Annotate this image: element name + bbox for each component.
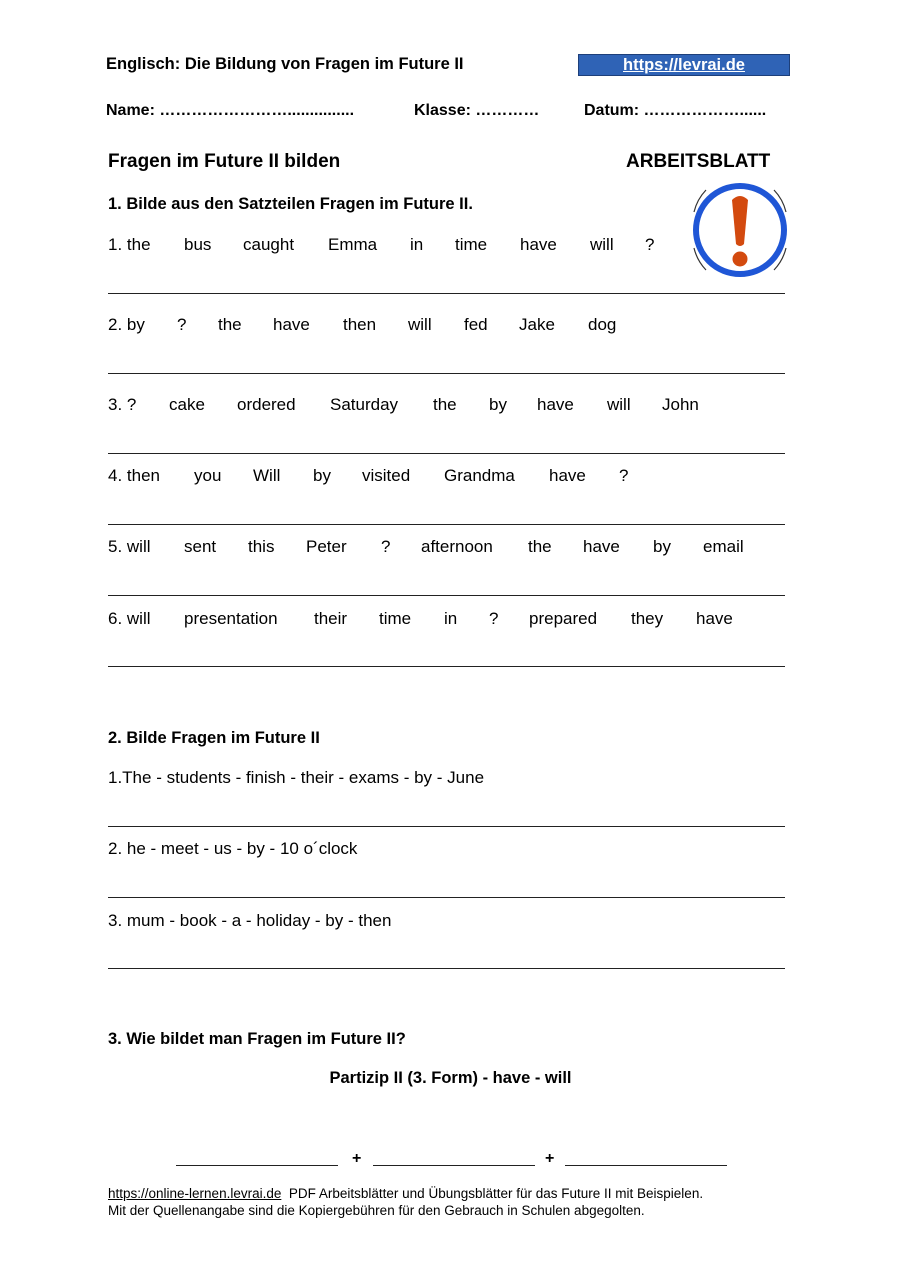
task2-item-3: 3. mum - book - a - holiday - by - then	[108, 911, 392, 930]
word: you	[194, 466, 222, 485]
worksheet-label: ARBEITSBLATT	[626, 151, 771, 172]
word: presentation	[184, 609, 278, 628]
word: ?	[619, 466, 629, 485]
name-field: Name: ……………………...............	[106, 102, 355, 119]
word: have	[696, 609, 733, 628]
word: they	[631, 609, 664, 628]
task2-heading: 2. Bilde Fragen im Future II	[108, 729, 320, 747]
word: 2. by	[108, 315, 145, 334]
task2-item-1: 1.The - students - finish - their - exams - by - June	[108, 768, 485, 787]
answer-line[interactable]	[108, 453, 785, 454]
word: 5. will	[108, 537, 151, 556]
answer-line[interactable]	[108, 666, 785, 667]
word: ?	[489, 609, 499, 628]
word: 4. then	[108, 466, 160, 485]
word: this	[248, 537, 275, 556]
word: their	[314, 609, 348, 628]
word: by	[489, 395, 507, 414]
word: sent	[184, 537, 217, 556]
website-link[interactable]: https://levrai.de	[623, 56, 745, 74]
word: have	[520, 235, 557, 254]
word: ordered	[237, 395, 296, 414]
formula-blank-3[interactable]	[565, 1165, 727, 1166]
word: ?	[645, 235, 655, 254]
answer-line[interactable]	[108, 826, 785, 827]
word: Peter	[306, 537, 347, 556]
website-link-box[interactable]	[578, 54, 790, 76]
word: John	[662, 395, 699, 414]
word: visited	[362, 466, 411, 485]
footer-line-1	[108, 1186, 703, 1201]
word: 3. ?	[108, 395, 137, 414]
word: fed	[464, 315, 488, 334]
word: in	[444, 609, 458, 628]
formula-blank-1[interactable]	[176, 1165, 338, 1166]
footer-line-2: Mit der Quellenangabe sind die Kopiergebühren für den Gebrauch in Schulen abgegolten.	[108, 1203, 645, 1218]
plus-sign: +	[545, 1150, 555, 1167]
word: ?	[381, 537, 391, 556]
word: 1. the	[108, 235, 151, 254]
word: by	[313, 466, 331, 485]
exclamation-icon	[690, 180, 790, 280]
word: time	[379, 609, 412, 628]
word: the	[528, 537, 552, 556]
word: will	[590, 235, 614, 254]
answer-line[interactable]	[108, 595, 785, 596]
word: time	[455, 235, 488, 254]
word: 6. will	[108, 609, 151, 628]
word: Grandma	[444, 466, 515, 485]
word: Jake	[519, 315, 555, 334]
answer-line[interactable]	[108, 373, 785, 374]
word: cake	[169, 395, 205, 414]
task2-item-2: 2. he - meet - us - by - 10 o´clock	[108, 839, 358, 858]
word: in	[410, 235, 424, 254]
word: afternoon	[421, 537, 493, 556]
formula-blank-2[interactable]	[373, 1165, 535, 1166]
formula-hint: Partizip II (3. Form) - have - will	[329, 1069, 572, 1087]
class-field: Klasse: …………	[414, 102, 540, 119]
worksheet-title: Englisch: Die Bildung von Fragen im Future II	[106, 55, 464, 73]
footer-link[interactable]: https://online-lernen.levrai.de	[108, 1186, 282, 1201]
answer-line[interactable]	[108, 524, 785, 525]
word: email	[703, 537, 744, 556]
answer-line[interactable]	[108, 968, 785, 969]
task1-heading: 1. Bilde aus den Satzteilen Fragen im Future II.	[108, 195, 473, 213]
word: have	[549, 466, 586, 485]
word: by	[653, 537, 671, 556]
word: prepared	[529, 609, 598, 628]
word: bus	[184, 235, 212, 254]
plus-sign: +	[352, 1150, 362, 1167]
section-title: Fragen im Future II bilden	[108, 151, 341, 172]
word: the	[433, 395, 457, 414]
word: have	[537, 395, 574, 414]
word: have	[583, 537, 620, 556]
word: will	[408, 315, 432, 334]
word: Will	[253, 466, 281, 485]
word: will	[607, 395, 631, 414]
word: have	[273, 315, 310, 334]
answer-line[interactable]	[108, 293, 785, 294]
word: ?	[177, 315, 187, 334]
word: Saturday	[330, 395, 399, 414]
word: dog	[588, 315, 617, 334]
word: then	[343, 315, 377, 334]
task3-heading: 3. Wie bildet man Fragen im Future II?	[108, 1030, 406, 1048]
footer-text-1: PDF Arbeitsblätter und Übungsblätter für das Future II mit Beispielen.	[288, 1186, 704, 1201]
word: caught	[243, 235, 295, 254]
word: Emma	[328, 235, 378, 254]
answer-line[interactable]	[108, 897, 785, 898]
word: the	[218, 315, 242, 334]
date-field: Datum: ………………......	[584, 102, 767, 119]
